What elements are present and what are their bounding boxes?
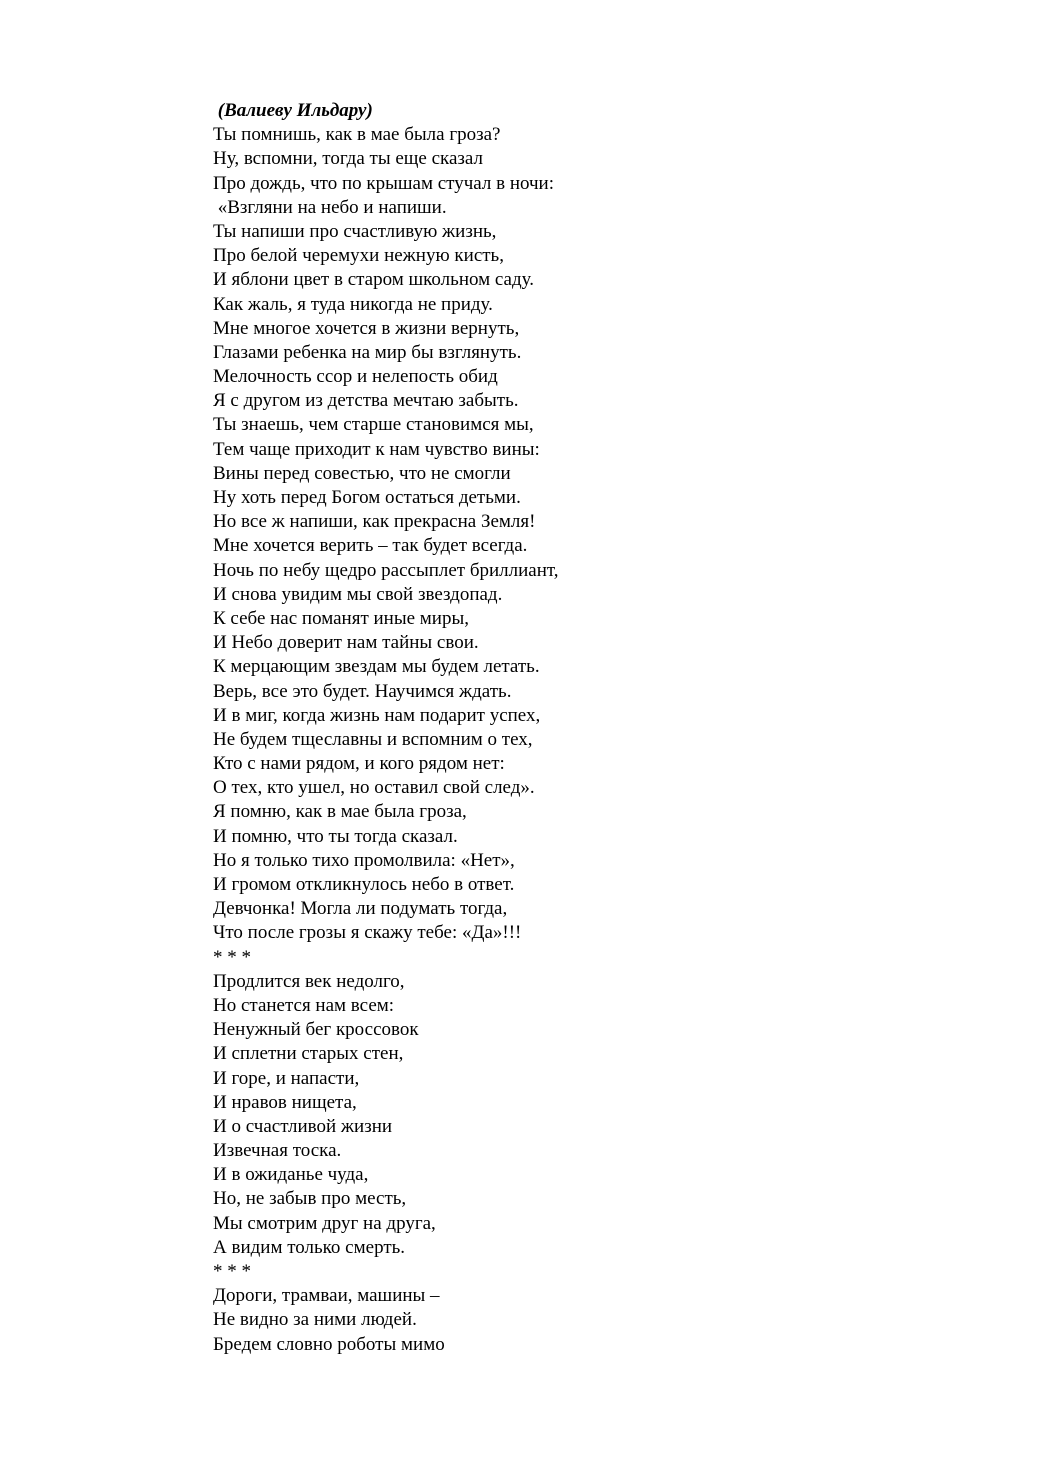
poem-line: И сплетни старых стен,: [213, 1043, 404, 1065]
poem-line: Я помню, как в мае была гроза,: [213, 801, 467, 823]
poem-line: Но, не забыв про месть,: [213, 1188, 407, 1210]
poem-line: Ненужный бег кроссовок: [213, 1019, 419, 1041]
poem-line: Вины перед совестью, что не смогли: [213, 462, 511, 484]
poem-line: Бредем словно роботы мимо: [213, 1333, 445, 1355]
section-separator: * * *: [213, 1261, 251, 1282]
poem-line: Что после грозы я скажу тебе: «Да»!!!: [213, 922, 522, 944]
poem-line: Дороги, трамваи, машины –: [213, 1285, 440, 1307]
poem-line: И Небо доверит нам тайны свои.: [213, 632, 479, 654]
poem-line: Верь, все это будет. Научимся ждать.: [213, 680, 512, 702]
poem-line: Мы смотрим друг на друга,: [213, 1212, 436, 1234]
poem-line: И в ожиданье чуда,: [213, 1164, 369, 1186]
poem-line: Не видно за ними людей.: [213, 1309, 417, 1331]
poem-line: Ночь по небу щедро рассыплет бриллиант,: [213, 559, 559, 581]
poem-line: Но все ж напиши, как прекрасна Земля!: [213, 511, 536, 533]
poem-line: И громом откликнулось небо в ответ.: [213, 874, 515, 895]
poem-line: Ты знаешь, чем старше становимся мы,: [213, 414, 534, 436]
poem-line: Ну хоть перед Богом остаться детьми.: [213, 487, 521, 508]
poem-line: К мерцающим звездам мы будем летать.: [213, 656, 540, 678]
poem-line: И помню, что ты тогда сказал.: [213, 825, 458, 847]
poem-line: Извечная тоска.: [213, 1140, 342, 1162]
poem-line: И о счастливой жизни: [213, 1115, 393, 1137]
poem-line: Мелочность ссор и нелепость обид: [213, 366, 498, 388]
poem-line: Как жаль, я туда никогда не приду.: [213, 293, 493, 315]
poem-line: О тех, кто ушел, но оставил свой след».: [213, 777, 535, 799]
poem-line: И горе, и напасти,: [213, 1067, 360, 1089]
poem-line: Глазами ребенка на мир бы взглянуть.: [213, 341, 522, 363]
poem-line: К себе нас поманят иные миры,: [213, 607, 469, 629]
poem-line: Продлится век недолго,: [213, 970, 405, 992]
poem-line: Про дождь, что по крышам стучал в ночи:: [213, 172, 555, 194]
poem-line: Я с другом из детства мечтаю забыть.: [213, 390, 519, 412]
poem-line: Мне хочется верить – так будет всегда.: [213, 535, 528, 557]
poem-line: Но станется нам всем:: [213, 994, 395, 1016]
poem-line: Ну, вспомни, тогда ты еще сказал: [213, 148, 483, 170]
poem-line: Но я только тихо промолвила: «Нет»,: [213, 849, 515, 871]
poem-text: [213, 99, 973, 1357]
poem-line: Ты помнишь, как в мае была гроза?: [213, 124, 501, 146]
poem-line: И снова увидим мы свой звездопад.: [213, 583, 503, 605]
section-separator: * * *: [213, 946, 251, 968]
poem-line: А видим только смерть.: [213, 1236, 406, 1258]
poem-line: Ты напиши про счастливую жизнь,: [213, 220, 497, 242]
poem-line: И нравов нищета,: [213, 1091, 357, 1113]
poem-line: И яблони цвет в старом школьном саду.: [213, 269, 535, 291]
poem-line: Девчонка! Могла ли подумать тогда,: [213, 898, 508, 920]
poem-line: И в миг, когда жизнь нам подарит успех,: [213, 704, 541, 726]
poem-line: Про белой черемухи нежную кисть,: [213, 245, 504, 267]
poem-line: Не будем тщеславны и вспомним о тех,: [213, 728, 533, 750]
poem-line: Тем чаще приходит к нам чувство вины:: [213, 438, 540, 460]
poem-line: «Взгляни на небо и напиши.: [213, 196, 447, 218]
poem-line: Кто с нами рядом, и кого рядом нет:: [213, 753, 505, 775]
poem-line: Мне многое хочется в жизни вернуть,: [213, 317, 520, 339]
dedication-line: (Валиеву Ильдару): [213, 100, 373, 121]
